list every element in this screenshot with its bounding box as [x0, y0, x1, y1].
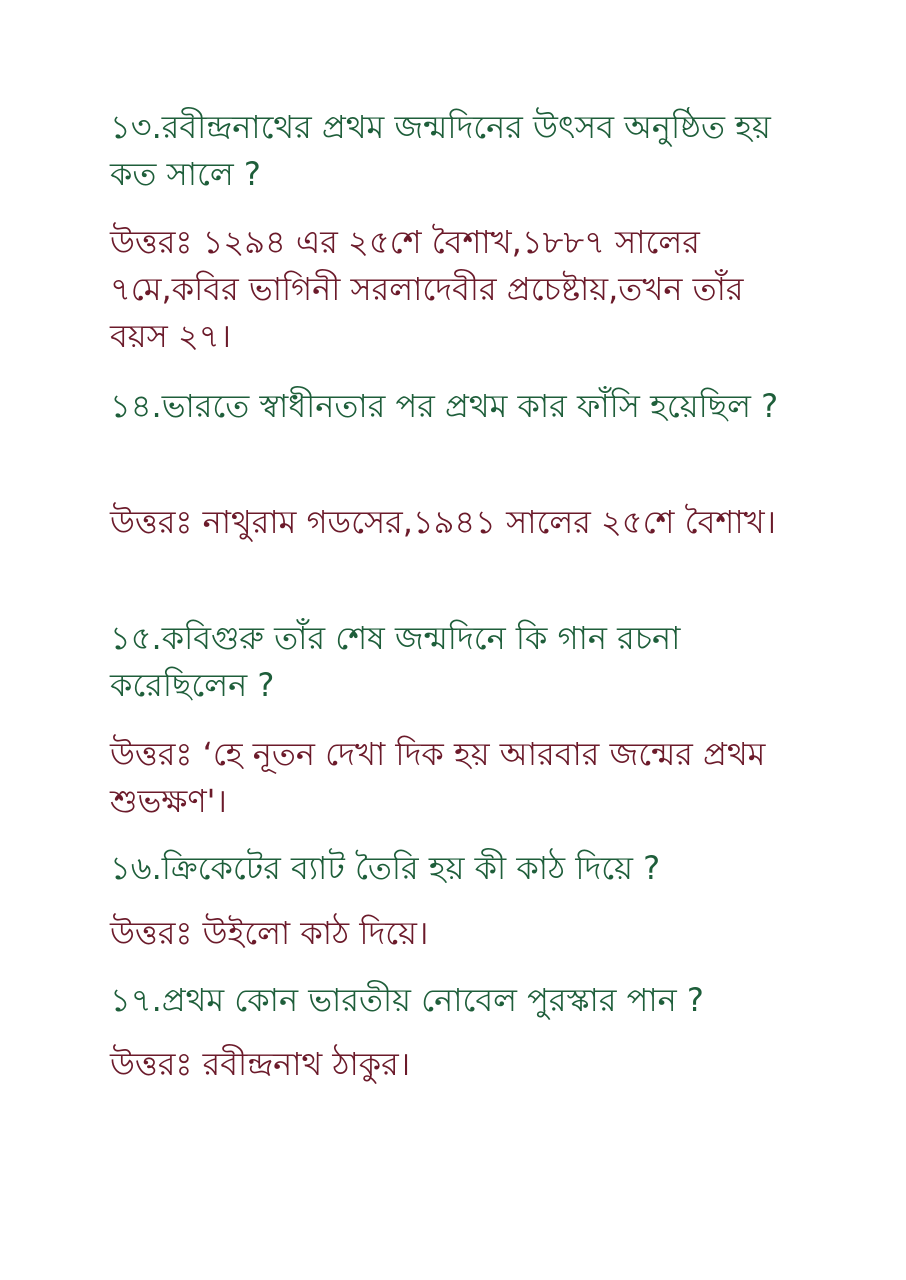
question-17: ১৭.প্রথম কোন ভারতীয় নোবেল পুরস্কার পান ?	[110, 981, 704, 1019]
answer-14: উত্তরঃ নাথুরাম গডসের,১৯৪১ সালের ২৫শে বৈশাখ।	[110, 503, 777, 541]
question-14: ১৪.ভারতে স্বাধীনতার পর প্রথম কার ফাঁসি হয়েছিল ?	[110, 387, 779, 425]
question-16: ১৬.ক্রিকেটের ব্যাট তৈরি হয় কী কাঠ দিয়ে ?	[110, 849, 661, 887]
answer-16: উত্তরঃ উইলো কাঠ দিয়ে।	[110, 914, 429, 952]
question-15: ১৫.কবিগুরু তাঁর শেষ জন্মদিনে কি গান রচনা করেছিলেন ?	[110, 619, 681, 704]
answer-15: উত্তরঃ ‘হে নূতন দেখা দিক হয় আরবার জন্মের প্রথম শুভক্ষণ'।	[110, 735, 766, 820]
answer-17: উত্তরঃ রবীন্দ্রনাথ ঠাকুর।	[110, 1045, 411, 1083]
answer-13: উত্তরঃ ১২৯৪ এর ২৫শে বৈশাখ,১৮৮৭ সালের ৭মে,কবির ভাগিনী সরলাদেবীর প্রচেষ্টায়,তখন তাঁর বয়স ২৭।	[110, 223, 744, 355]
question-13: ১৩.রবীন্দ্রনাথের প্রথম জন্মদিনের উৎসব অনুষ্ঠিত হয় কত সালে ?	[110, 108, 771, 193]
